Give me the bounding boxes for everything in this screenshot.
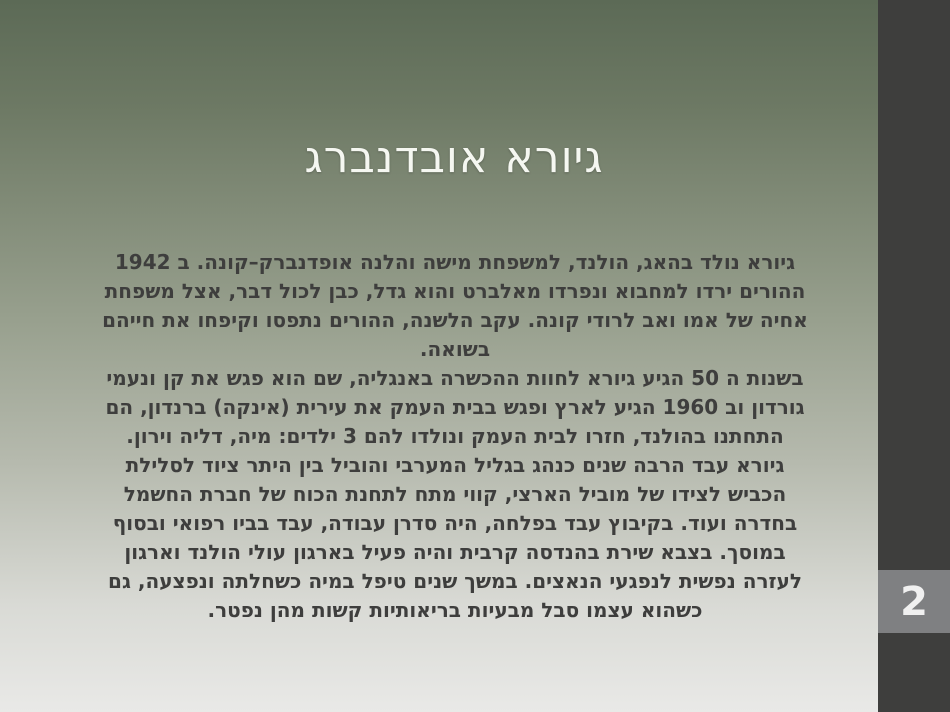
body-text-line: התחתנו בהולנד, חזרו לבית העמק ונולדו להם 3 ילדים: מיה, דליה וירון. [126,424,784,448]
page-number: 2 [900,578,928,625]
right-sidebar [878,0,950,712]
body-text-line: במוסך. בצבא שירת בהנדסה קרבית והיה פעיל בארגון עולי הולנד וארגון [124,540,786,564]
body-text-line: בחדרה ועוד. בקיבוץ עבד בפלחה, היה סדרן עבודה, עבד בביו רפואי ובסוף [112,511,798,535]
body-text-line: גיורא עבד הרבה שנים כנהג בגליל המערבי והוביל בין היתר ציוד לסלילת [125,453,785,477]
page-number-badge [878,570,950,633]
body-text-line: אחיה של אמו ואב לרודי קונה. עקב הלשנה, ההורים נתפסו וקיפחו את חייהם [102,308,808,332]
body-text-line: לעזרה נפשית לנפגעי הנאצים. במשך שנים טיפל במיה כשחלתה ונפצעה, גם [108,569,802,593]
body-text-line: גיורא נולד בהאג, הולנד, למשפחת מישה והלנה אופדנברק–קונה. ב 1942 [114,250,796,274]
body-text-line: בשנות ה 50 הגיע גיורא לחוות ההכשרה באנגליה, שם הוא פגש את קן ונעמי [106,366,804,390]
body-text-line: ההורים ירדו למחבוא ונפרדו מאלברט והוא גדל, כבן לכול דבר, אצל משפחת [104,279,806,303]
body-text-line: בשואה. [419,337,491,361]
body-text-line: גורדון וב 1960 הגיע לארץ ופגש בבית העמק את עירית (אינקה) ברנדון, הם [105,395,805,419]
body-text-line: כשהוא עצמו סבל מבעיות בריאותיות קשות מהן נפטר. [207,598,703,622]
slide-title: גיורא אובדנברג [304,132,604,183]
slide-body-text [30,248,880,625]
body-text-line: הכביש לצידו של מוביל הארצי, קווי מתח לתחנת הכוח של חברת החשמל [123,482,787,506]
